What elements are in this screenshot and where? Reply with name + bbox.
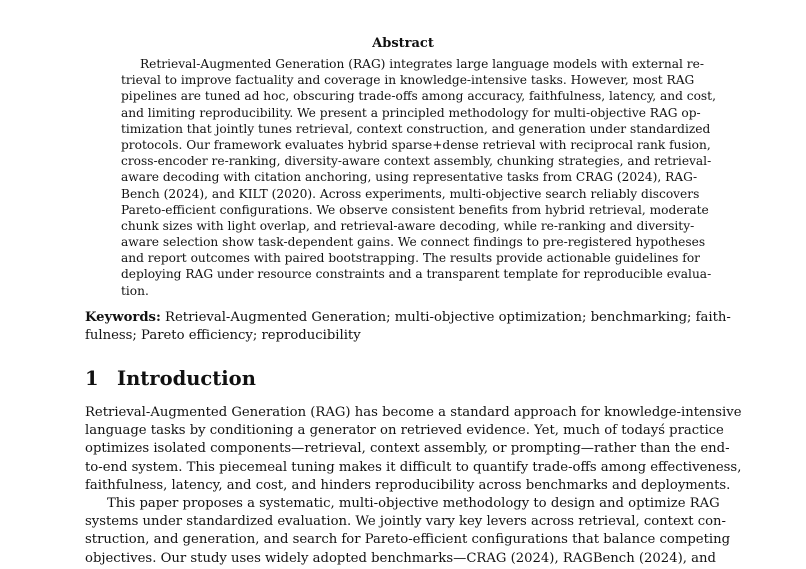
keywords-label: Keywords: [85, 310, 161, 325]
intro-body [85, 404, 742, 568]
intro-line: systems under standardized evaluation. We jointly vary key levers across retrieval, context con- [85, 514, 726, 530]
abstract-line: aware decoding with citation anchoring, using representative tasks from CRAG (2024), RAG- [121, 170, 698, 185]
abstract-body [121, 56, 716, 299]
abstract-line: aware selection show task-dependent gains. We connect findings to pre-registered hypotheses [121, 235, 706, 250]
intro-line: faithfulness, latency, and cost, and hinders reproducibility across benchmarks and deployments. [85, 477, 731, 493]
keywords-line: fulness; Pareto efficiency; reproducibility [85, 328, 361, 343]
abstract-line: Pareto-efficient configurations. We observe consistent benefits from hybrid retrieval, moderate [121, 202, 709, 217]
section-title: Introduction [117, 367, 256, 390]
section-heading [85, 367, 256, 391]
intro-line: to-end system. This piecemeal tuning makes it difficult to quantify trade-offs among effectiveness, [85, 459, 742, 475]
abstract-line: Bench (2024), and KILT (2020). Across experiments, multi-objective search reliably discovers [121, 186, 700, 201]
intro-line: Retrieval-Augmented Generation (RAG) has become a standard approach for knowledge-intensive [85, 405, 742, 420]
abstract-line: and report outcomes with paired bootstrapping. The results provide actionable guidelines for [121, 251, 700, 266]
abstract-line: trieval to improve factuality and coverage in knowledge-intensive tasks. However, most RAG [121, 73, 695, 88]
keywords-line [85, 309, 731, 327]
abstract-line: chunk sizes with light overlap, and retrieval-aware decoding, while re-ranking and diversity- [121, 218, 695, 233]
intro-line: This paper proposes a systematic, multi-objective methodology to design and optimize RAG [107, 495, 720, 511]
abstract-line: protocols. Our framework evaluates hybrid sparse+dense retrieval with reciprocal rank fusion, [121, 137, 711, 152]
intro-line: optimizes isolated components—retrieval, context assembly, or prompting—rather than the end- [85, 441, 730, 457]
keywords-text: Retrieval-Augmented Generation; multi-objective optimization; benchmarking; faith- [165, 310, 731, 325]
abstract-line: deploying RAG under resource constraints and a transparent template for reproducible evalua- [121, 267, 712, 282]
intro-line: struction, and generation, and search for Pareto-efficient configurations that balance competing [85, 532, 731, 548]
intro-line: language tasks by conditioning a generator on retrieved evidence. Yet, much of todayś practice [85, 423, 724, 439]
abstract-line: and limiting reproducibility. We present a principled methodology for multi-objective RAG op- [121, 105, 701, 120]
abstract-line: pipelines are tuned ad hoc, obscuring trade-offs among accuracy, faithfulness, latency, and cost, [121, 89, 716, 104]
intro-line: objectives. Our study uses widely adopted benchmarks—CRAG (2024), RAGBench (2024), and [85, 550, 716, 566]
abstract-line: tion. [121, 283, 149, 298]
abstract-line: timization that jointly tunes retrieval, context construction, and generation under standardized [121, 121, 711, 136]
abstract-line: Retrieval-Augmented Generation (RAG) integrates large language models with external re- [140, 57, 704, 71]
section-number: 1 [85, 367, 99, 390]
abstract-line: cross-encoder re-ranking, diversity-aware context assembly, chunking strategies, and retrieval- [121, 154, 712, 169]
keywords-block [85, 309, 731, 345]
abstract-heading: Abstract [372, 36, 434, 51]
